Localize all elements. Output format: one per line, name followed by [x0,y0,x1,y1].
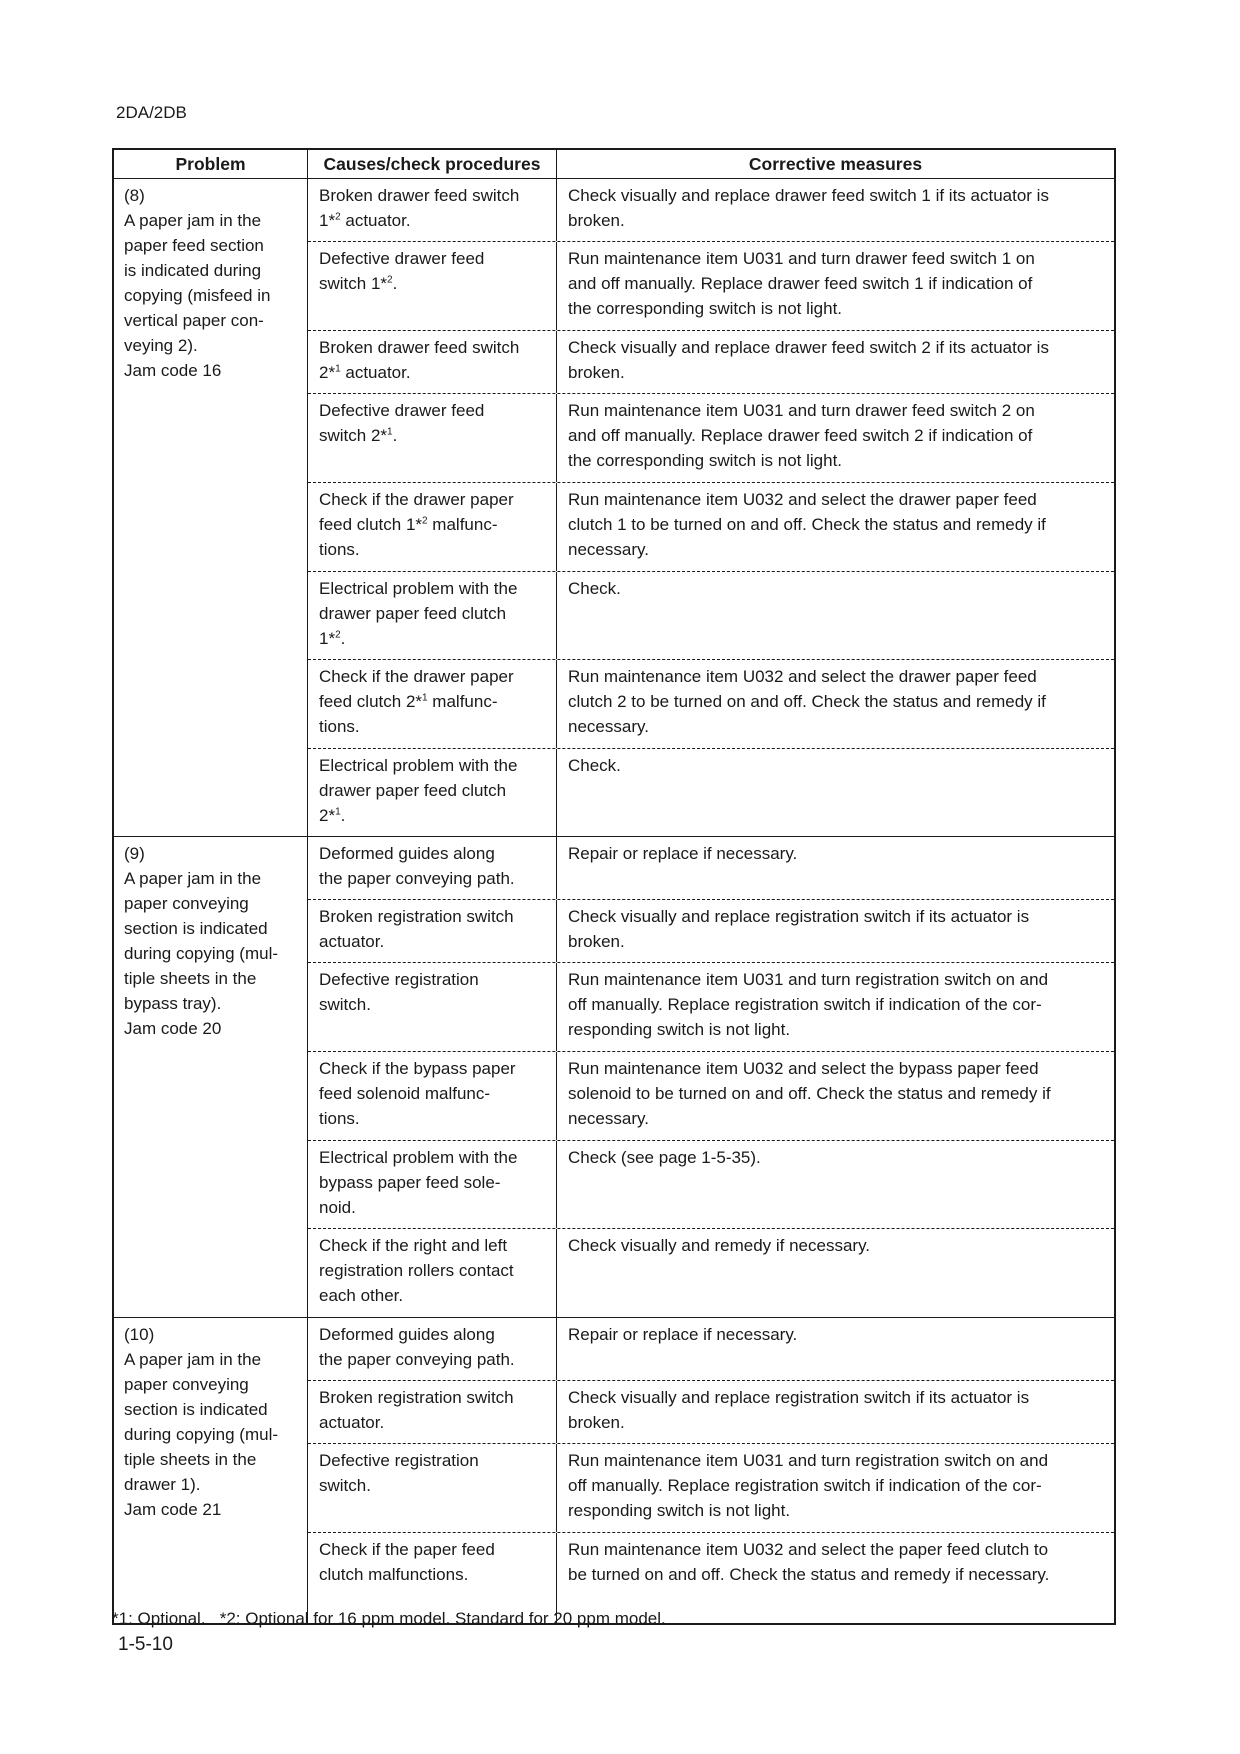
measure-cell [557,963,1114,1051]
problem-text-line: during copying (mul- [124,944,279,963]
cause-text-line: Broken drawer feed switch [319,186,520,205]
measure-cell [557,837,1114,899]
problem-text-line: bypass tray). [124,994,222,1013]
cause-text-line: Electrical problem with the [319,756,518,775]
measure-cell [557,900,1114,962]
measure-text-line: Run maintenance item U032 and select the paper feed clutch to [568,1540,1049,1559]
cause-text-line: switch. [319,995,371,1014]
table-row [308,331,1114,394]
cause-text-line: registration rollers contact [319,1261,514,1280]
problem-text-line: (9) [124,844,145,863]
problem-text-line: paper conveying [124,1375,249,1394]
footnote: *1: Optional. *2: Optional for 16 ppm model. Standard for 20 ppm model. [112,1609,666,1628]
problem-text-line: tiple sheets in the [124,969,257,988]
cause-cell [308,572,557,659]
measure-text-line: broken. [568,363,625,382]
cause-text-line: Defective registration [319,970,479,989]
measure-text-line: the corresponding switch is not light. [568,299,843,318]
measure-text-line: Run maintenance item U031 and turn registration switch on and [568,1451,1049,1470]
measure-text-line: Run maintenance item U031 and turn drawer feed switch 1 on [568,249,1035,268]
table-row [308,900,1114,963]
table-row [308,179,1114,242]
problem-cell [114,179,308,836]
problem-text-line: (10) [124,1325,155,1344]
problem-text-line: is indicated during [124,261,262,280]
measure-text-line: Check visually and replace registration switch if its actuator is [568,1388,1030,1407]
problem-text-line: Jam code 16 [124,361,222,380]
table-row [308,1229,1114,1317]
table-row [308,1318,1114,1381]
cause-text-line: Check if the bypass paper [319,1059,516,1078]
problem-text-line: drawer 1). [124,1475,201,1494]
cause-text-line: Defective registration [319,1451,479,1470]
cause-text-line: noid. [319,1198,356,1217]
cause-text-line: tions. [319,540,360,559]
measure-text-line: Check visually and replace drawer feed switch 2 if its actuator is [568,338,1049,357]
measure-text-line: responding switch is not light. [568,1501,791,1520]
cause-text-line: feed solenoid malfunc- [319,1084,491,1103]
cause-text-line: bypass paper feed sole- [319,1173,501,1192]
cause-cell [308,1318,557,1380]
problem-group [114,1318,1114,1623]
problem-text-line: Jam code 21 [124,1500,222,1519]
cause-text-line: Defective drawer feed [319,401,485,420]
cause-text-line: switch. [319,1476,371,1495]
cause-text-line: 2*$^1$. [319,806,346,825]
cause-cell [308,660,557,748]
problem-text-line: vertical paper con- [124,311,264,330]
cause-cell [308,900,557,962]
measure-text-line: Run maintenance item U032 and select the bypass paper feed [568,1059,1039,1078]
cause-text-line: Check if the drawer paper [319,490,514,509]
cause-text-line: actuator. [319,1413,385,1432]
measure-text-line: Run maintenance item U032 and select the drawer paper feed [568,667,1037,686]
table-row [308,1444,1114,1533]
page-number: 1-5-10 [118,1634,173,1655]
problem-text-line: paper conveying [124,894,249,913]
measure-text-line: necessary. [568,1109,649,1128]
problem-text-line: section is indicated [124,919,268,938]
cause-cell [308,1141,557,1228]
cause-text-line: drawer paper feed clutch [319,781,507,800]
measure-text-line: Check visually and remedy if necessary. [568,1236,871,1255]
problem-text-line: veying 2). [124,336,198,355]
cause-text-line: switch 1*$^2$. [319,274,398,293]
measure-cell [557,1444,1114,1532]
cause-text-line: Defective drawer feed [319,249,485,268]
measure-text-line: Repair or replace if necessary. [568,844,798,863]
problem-cell [114,837,308,1317]
measure-text-line: Check. [568,579,621,598]
table-row [308,242,1114,331]
problem-group [114,179,1114,837]
measure-text-line: broken. [568,211,625,230]
problem-group [114,837,1114,1318]
table-header [114,150,1114,179]
cause-text-line: actuator. [319,932,385,951]
measure-cell [557,1318,1114,1380]
cause-cell [308,1052,557,1140]
measure-text-line: Check visually and replace drawer feed switch 1 if its actuator is [568,186,1049,205]
measure-cell [557,660,1114,748]
cause-text-line: Deformed guides along [319,844,495,863]
cause-text-line: switch 2*$^1$. [319,426,398,445]
cause-text-line: Broken drawer feed switch [319,338,520,357]
table-body [114,179,1114,1623]
cause-text-line: 1*$^2$ actuator. [319,211,411,230]
measure-cell [557,331,1114,393]
problem-text-line: section is indicated [124,1400,268,1419]
cause-text-line: Broken registration switch [319,1388,514,1407]
measure-text-line: solenoid to be turned on and off. Check the status and remedy if [568,1084,1051,1103]
cause-text-line: Broken registration switch [319,907,514,926]
measure-cell [557,1381,1114,1443]
cause-text-line: 2*$^1$ actuator. [319,363,411,382]
cause-cell [308,394,557,482]
measure-text-line: clutch 2 to be turned on and off. Check the status and remedy if [568,692,1046,711]
measure-text-line: Run maintenance item U031 and turn registration switch on and [568,970,1049,989]
cause-cell [308,837,557,899]
measure-cell [557,1052,1114,1140]
cause-cell [308,1229,557,1317]
measure-text-line: broken. [568,1413,625,1432]
measure-cell [557,179,1114,241]
table-row [308,837,1114,900]
problem-text-line: A paper jam in the [124,211,262,230]
measure-text-line: be turned on and off. Check the status and remedy if necessary. [568,1565,1050,1584]
table-row [308,1381,1114,1444]
cause-text-line: 1*$^2$. [319,629,346,648]
problem-text-line: (8) [124,186,145,205]
measure-text-line: and off manually. Replace drawer feed switch 1 if indication of [568,274,1033,293]
cause-cell [308,1381,557,1443]
cause-text-line: tions. [319,717,360,736]
cause-cell [308,331,557,393]
table-row [308,483,1114,572]
measure-cell [557,572,1114,659]
measure-text-line: the corresponding switch is not light. [568,451,843,470]
table-row [308,660,1114,749]
cause-text-line: drawer paper feed clutch [319,604,507,623]
column-header-measures: Corrective measures [748,154,923,174]
cause-text-line: Deformed guides along [319,1325,495,1344]
measure-text-line: Repair or replace if necessary. [568,1325,798,1344]
table-row [308,394,1114,483]
problem-text-line: A paper jam in the [124,1350,262,1369]
cause-text-line: Check if the right and left [319,1236,508,1255]
cause-cell [308,242,557,330]
measure-text-line: broken. [568,932,625,951]
problem-text-line: tiple sheets in the [124,1450,257,1469]
measure-text-line: clutch 1 to be turned on and off. Check the status and remedy if [568,515,1046,534]
cause-text-line: Electrical problem with the [319,579,518,598]
cause-cell [308,749,557,836]
cause-text-line: each other. [319,1286,404,1305]
cause-text-line: clutch malfunctions. [319,1565,469,1584]
measure-cell [557,483,1114,571]
table-row [308,572,1114,660]
problem-text-line: copying (misfeed in [124,286,271,305]
problem-cell [114,1318,308,1623]
cause-text-line: tions. [319,1109,360,1128]
measure-text-line: Check. [568,756,621,775]
troubleshooting-table [112,148,1116,1625]
cause-cell [308,483,557,571]
cause-text-line: Check if the drawer paper [319,667,514,686]
cause-text-line: Electrical problem with the [319,1148,518,1167]
measure-text-line: Check visually and replace registration switch if its actuator is [568,907,1030,926]
cause-text-line: the paper conveying path. [319,1350,515,1369]
cause-text-line: Check if the paper feed [319,1540,495,1559]
cause-text-line: the paper conveying path. [319,869,515,888]
measure-text-line: Run maintenance item U031 and turn drawer feed switch 2 on [568,401,1035,420]
measure-text-line: necessary. [568,540,649,559]
measure-text-line: responding switch is not light. [568,1020,791,1039]
cause-text-line: feed clutch 2*$^1$ malfunc- [319,692,498,711]
measure-cell [557,242,1114,330]
measure-text-line: off manually. Replace registration switch if indication of the cor- [568,995,1042,1014]
measure-text-line: Check (see page 1-5-35). [568,1148,761,1167]
problem-text-line: A paper jam in the [124,869,262,888]
measure-cell [557,749,1114,836]
table-row [308,1052,1114,1141]
table-row [308,749,1114,836]
measure-text-line: and off manually. Replace drawer feed switch 2 if indication of [568,426,1033,445]
cause-text-line: feed clutch 1*$^2$ malfunc- [319,515,498,534]
document-code: 2DA/2DB [116,103,187,122]
column-header-problem: Problem [114,150,308,178]
problem-text-line: during copying (mul- [124,1425,279,1444]
measure-text-line: necessary. [568,717,649,736]
measure-cell [557,394,1114,482]
cause-cell [308,1444,557,1532]
table-row [308,963,1114,1052]
problem-text-line: paper feed section [124,236,264,255]
cause-cell [308,963,557,1051]
measure-cell [557,1141,1114,1228]
measure-text-line: Run maintenance item U032 and select the drawer paper feed [568,490,1037,509]
measure-text-line: off manually. Replace registration switch if indication of the cor- [568,1476,1042,1495]
problem-text-line: Jam code 20 [124,1019,222,1038]
column-header-causes: Causes/check procedures [308,150,557,178]
measure-cell [557,1229,1114,1317]
cause-cell [308,179,557,241]
table-row [308,1141,1114,1229]
